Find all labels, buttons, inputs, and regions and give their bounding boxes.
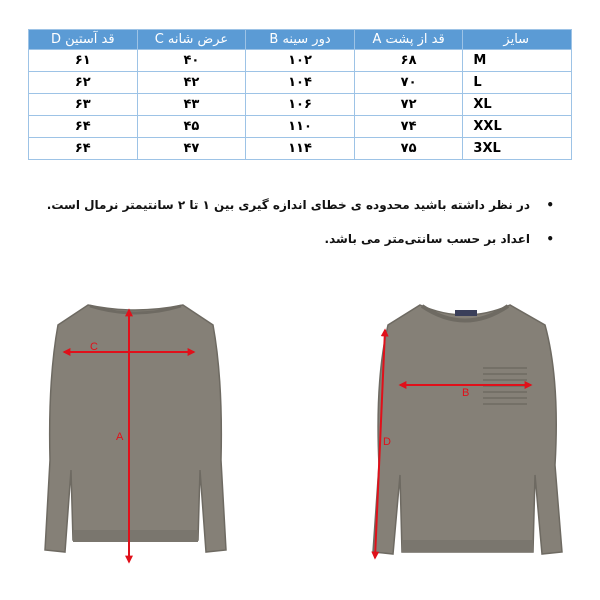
cell-sleeve: ۶۳ [29, 94, 138, 116]
table-row [29, 94, 572, 116]
table-row [29, 50, 572, 72]
cell-back-length: ۷۴ [354, 116, 463, 138]
cell-sleeve: ۶۱ [29, 50, 138, 72]
cell-shoulder: ۴۲ [137, 72, 246, 94]
cell-shoulder: ۴۰ [137, 50, 246, 72]
bullet-icon: • [546, 198, 554, 212]
sweater-back-body [45, 305, 226, 552]
size-table [28, 29, 572, 160]
cell-size: L [463, 72, 572, 94]
header-chest-b: دور سینه B [246, 30, 355, 50]
sweater-front-figure [355, 290, 580, 590]
cell-back-length: ۷۰ [354, 72, 463, 94]
cell-back-length: ۶۸ [354, 50, 463, 72]
header-size: سایز [463, 30, 572, 50]
bullet-icon: • [546, 232, 554, 246]
cell-size: XL [463, 94, 572, 116]
header-back-length-a: قد از پشت A [354, 30, 463, 50]
cell-sleeve: ۶۴ [29, 138, 138, 160]
label-c: C [90, 341, 98, 353]
cell-size: XXL [463, 116, 572, 138]
notes-list [34, 197, 554, 265]
label-a: A [116, 431, 124, 443]
cell-chest: ۱۰۴ [246, 72, 355, 94]
sweater-back-waistband [73, 530, 198, 542]
note-text: اعداد بر حسب سانتی‌متر می باشد. [324, 232, 530, 246]
table-row [29, 116, 572, 138]
cell-back-length: ۷۵ [354, 138, 463, 160]
label-b: B [462, 387, 470, 399]
cell-shoulder: ۴۷ [137, 138, 246, 160]
table-row [29, 138, 572, 160]
cell-size: M [463, 50, 572, 72]
brand-label-icon [455, 310, 477, 316]
cell-size: 3XL [463, 138, 572, 160]
cell-shoulder: ۴۳ [137, 94, 246, 116]
cell-chest: ۱۰۲ [246, 50, 355, 72]
note-text: در نظر داشته باشید محدوده ی خطای اندازه گیری بین ۱ تا ۲ سانتیمتر نرمال است. [46, 198, 530, 212]
cell-chest: ۱۱۴ [246, 138, 355, 160]
table-header-row [29, 30, 572, 50]
header-sleeve-d: قد آستین D [29, 30, 138, 50]
table-row [29, 72, 572, 94]
cell-back-length: ۷۲ [354, 94, 463, 116]
sweater-front-waistband [402, 540, 533, 552]
sweater-back-figure [28, 290, 243, 590]
cell-sleeve: ۶۲ [29, 72, 138, 94]
label-d: D [383, 436, 391, 448]
sweater-front-body [373, 305, 562, 554]
note-units [34, 231, 554, 247]
header-shoulder-c: عرض شانه C [137, 30, 246, 50]
cell-shoulder: ۴۵ [137, 116, 246, 138]
note-measurement-error [34, 197, 554, 213]
cell-chest: ۱۱۰ [246, 116, 355, 138]
cell-sleeve: ۶۴ [29, 116, 138, 138]
cell-chest: ۱۰۶ [246, 94, 355, 116]
